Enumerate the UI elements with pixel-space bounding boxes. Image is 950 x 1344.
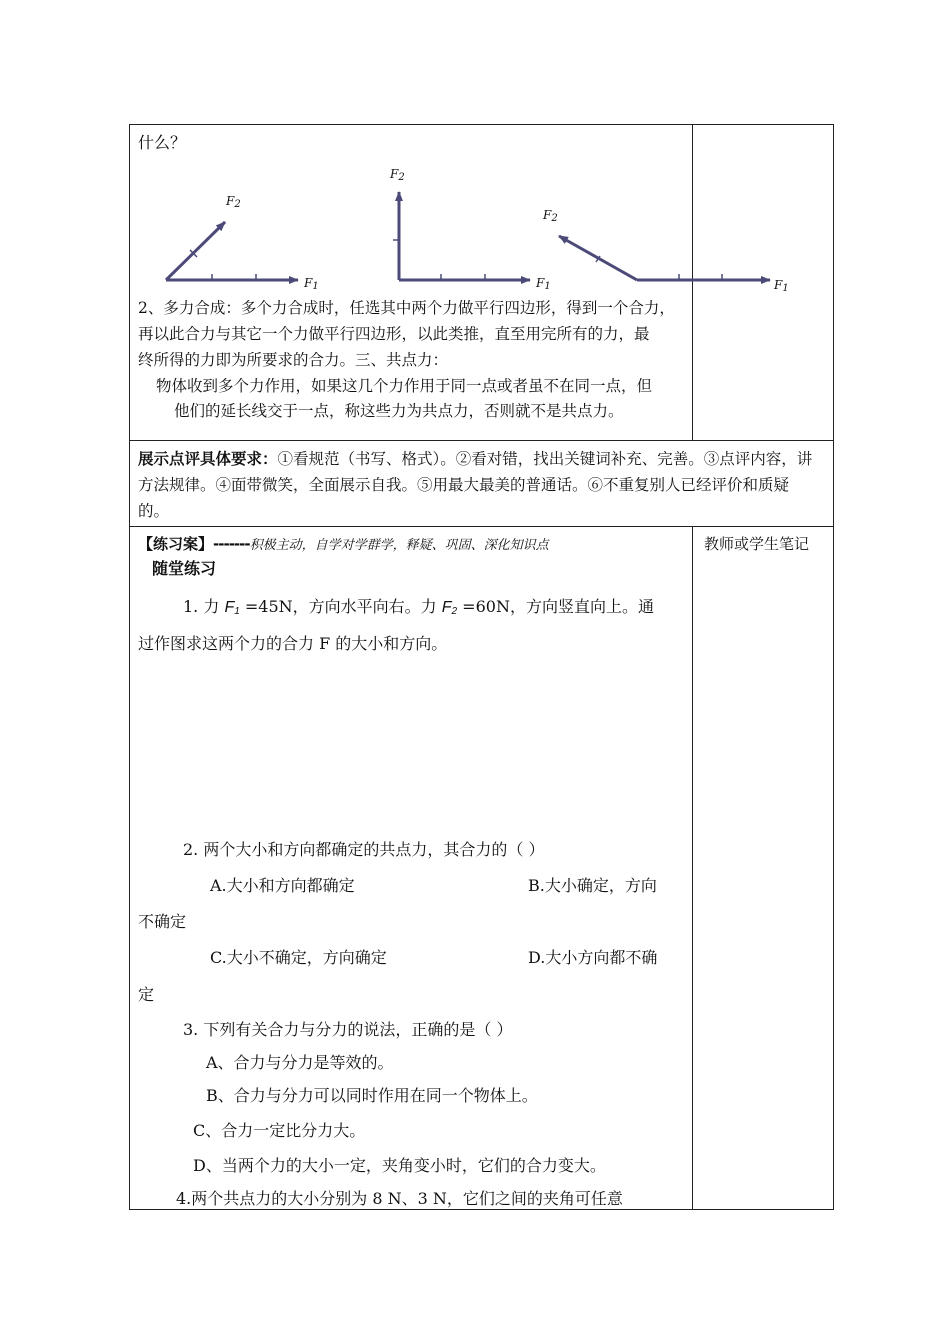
multi-force-line-3: 终所得的力即为所要求的合力。三、共点力： bbox=[138, 351, 449, 369]
q1-line-1: 1. 力 $F_1 =45N$，方向水平向右。力 $F_2 =60N$，方向竖直向上。通 bbox=[183, 597, 654, 617]
q3-option-a: A、合力与分力是等效的。 bbox=[206, 1053, 394, 1072]
force-diagrams bbox=[0, 0, 950, 320]
column-divider-bottom bbox=[692, 526, 693, 1209]
q2-stem: 2. 两个大小和方向都确定的共点力，其合力的（ ） bbox=[183, 840, 545, 859]
q2-option-a: A.大小和方向都确定 bbox=[210, 876, 355, 895]
multi-force-line-5: 他们的延长线交于一点，称这些力为共点力，否则就不是共点力。 bbox=[174, 402, 624, 420]
q2-option-d-wrap: 定 bbox=[138, 985, 155, 1004]
requirements-line-1: 展示点评具体要求：①看规范（书写、格式）。②看对错，找出关键词补充、完善。③点评内容，讲 bbox=[138, 450, 813, 468]
q2-option-d: D.大小方向都不确 bbox=[528, 948, 658, 967]
section-title: 随堂练习 bbox=[152, 559, 217, 578]
diagram3-f1-label: $F_1$ bbox=[774, 278, 789, 294]
q3-option-d: D、当两个力的大小一定，夹角变小时，它们的合力变大。 bbox=[193, 1156, 606, 1175]
multi-force-line-2: 再以此合力与其它一个力做平行四边形，以此类推，直至用完所有的力，最 bbox=[138, 325, 650, 343]
q2-option-b: B.大小确定，方向 bbox=[528, 876, 657, 895]
requirements-line-2: 方法规律。④面带微笑，全面展示自我。⑤用最大最美的普通话。⑥不重复别人已经评价和质疑 bbox=[138, 476, 790, 494]
diagram2-f1-label: $F_1$ bbox=[536, 276, 551, 292]
diagram1-f2-arrow bbox=[166, 222, 225, 280]
q3-option-b: B、合力与分力可以同时作用在同一个物体上。 bbox=[206, 1086, 538, 1105]
requirements-line-3: 的。 bbox=[138, 502, 170, 520]
q1-line-2: 过作图求这两个力的合力 F 的大小和方向。 bbox=[138, 634, 448, 653]
q2-option-b-wrap: 不确定 bbox=[138, 912, 187, 931]
diagram2-f2-label: $F_2$ bbox=[390, 167, 405, 183]
requirements-label: 展示点评具体要求： bbox=[138, 450, 278, 468]
q2-option-c: C.大小不确定，方向确定 bbox=[210, 948, 387, 967]
multi-force-line-1: 2、多力合成：多个力合成时，任选其中两个力做平行四边形，得到一个合力， bbox=[138, 299, 675, 317]
notes-header: 教师或学生笔记 bbox=[704, 535, 810, 553]
multi-force-line-4: 物体收到多个力作用，如果这几个力作用于同一点或者虽不在同一点，但 bbox=[156, 377, 653, 395]
diagram1-f1-label: $F_1$ bbox=[304, 276, 319, 292]
q4-stem: 4.两个共点力的大小分别为 8 N、3 N，它们之间的夹角可任意 bbox=[176, 1189, 623, 1208]
practice-header: 【练习案】-------积极主动，自学对学群学，释疑、巩固、深化知识点 bbox=[138, 535, 549, 553]
question-tail: 什么？ bbox=[138, 133, 187, 152]
q3-option-c: C、合力一定比分力大。 bbox=[193, 1121, 366, 1140]
diagram3-f2-label: $F_2$ bbox=[543, 208, 558, 224]
diagram1-f2-label: $F_2$ bbox=[226, 194, 241, 210]
row-divider-2 bbox=[129, 526, 834, 527]
row-divider-1 bbox=[129, 440, 834, 441]
table-bottom-border bbox=[129, 1209, 834, 1210]
q3-stem: 3. 下列有关合力与分力的说法，正确的是（ ） bbox=[183, 1020, 513, 1039]
